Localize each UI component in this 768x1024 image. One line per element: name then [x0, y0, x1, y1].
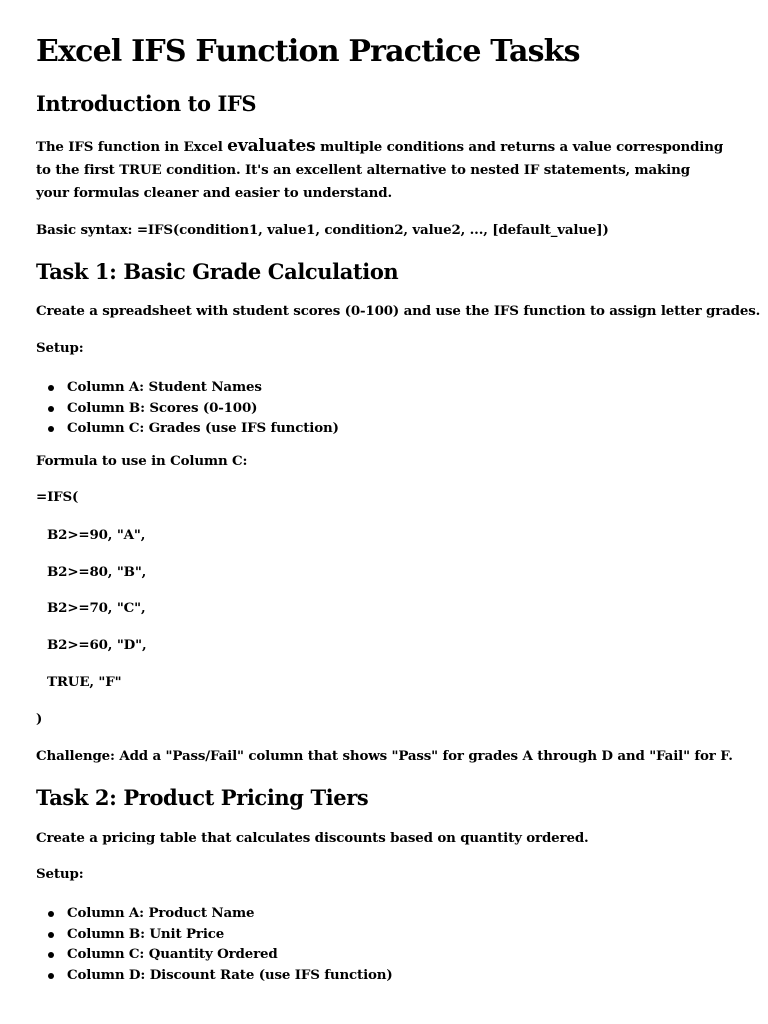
- task2-description: Create a pricing table that calculates discounts based on quantity ordered.: [36, 830, 589, 846]
- task1-description: Create a spreadsheet with student scores (0-100) and use the IFS function to assign letter grades.: [36, 303, 761, 319]
- intro-emphasis: evaluates: [227, 136, 316, 156]
- formula-line: TRUE, "F": [47, 674, 122, 690]
- task1-heading: Task 1: Basic Grade Calculation: [36, 259, 399, 284]
- list-item: Column D: Discount Rate (use IFS function): [36, 965, 393, 986]
- formula-line: B2>=60, "D",: [47, 637, 147, 653]
- formula-label: Formula to use in Column C:: [36, 453, 248, 469]
- formula-line: B2>=80, "B",: [47, 564, 147, 580]
- task1-setup-list: [36, 377, 339, 439]
- task1-setup-label: Setup:: [36, 340, 84, 356]
- formula-line: B2>=90, "A",: [47, 527, 146, 543]
- list-item: Column B: Scores (0-100): [36, 398, 339, 419]
- page-title: Excel IFS Function Practice Tasks: [36, 34, 580, 69]
- task1-challenge: Challenge: Add a "Pass/Fail" column that shows "Pass" for grades A through D and "Fail" for F.: [36, 748, 733, 764]
- list-item: Column C: Quantity Ordered: [36, 944, 393, 965]
- formula-open: =IFS(: [36, 489, 79, 505]
- intro-heading: Introduction to IFS: [36, 91, 257, 116]
- formula-close: ): [36, 711, 43, 727]
- intro-paragraph: [36, 135, 726, 205]
- list-item: Column C: Grades (use IFS function): [36, 418, 339, 439]
- list-item: Column A: Product Name: [36, 903, 393, 924]
- formula-line: B2>=70, "C",: [47, 600, 146, 616]
- task2-setup-label: Setup:: [36, 866, 84, 882]
- intro-text-before: The IFS function in Excel: [36, 139, 228, 155]
- task2-setup-list: [36, 903, 393, 985]
- intro-text-after: multiple conditions and returns a value corresponding to the first TRUE condition. It's an excellent alternative to nested IF statements, making your formulas cleaner and easier to understand.: [36, 139, 724, 201]
- list-item: Column A: Student Names: [36, 377, 339, 398]
- task2-heading: Task 2: Product Pricing Tiers: [36, 785, 369, 810]
- list-item: Column B: Unit Price: [36, 924, 393, 945]
- syntax-line: Basic syntax: =IFS(condition1, value1, condition2, value2, ..., [default_value]): [36, 222, 609, 238]
